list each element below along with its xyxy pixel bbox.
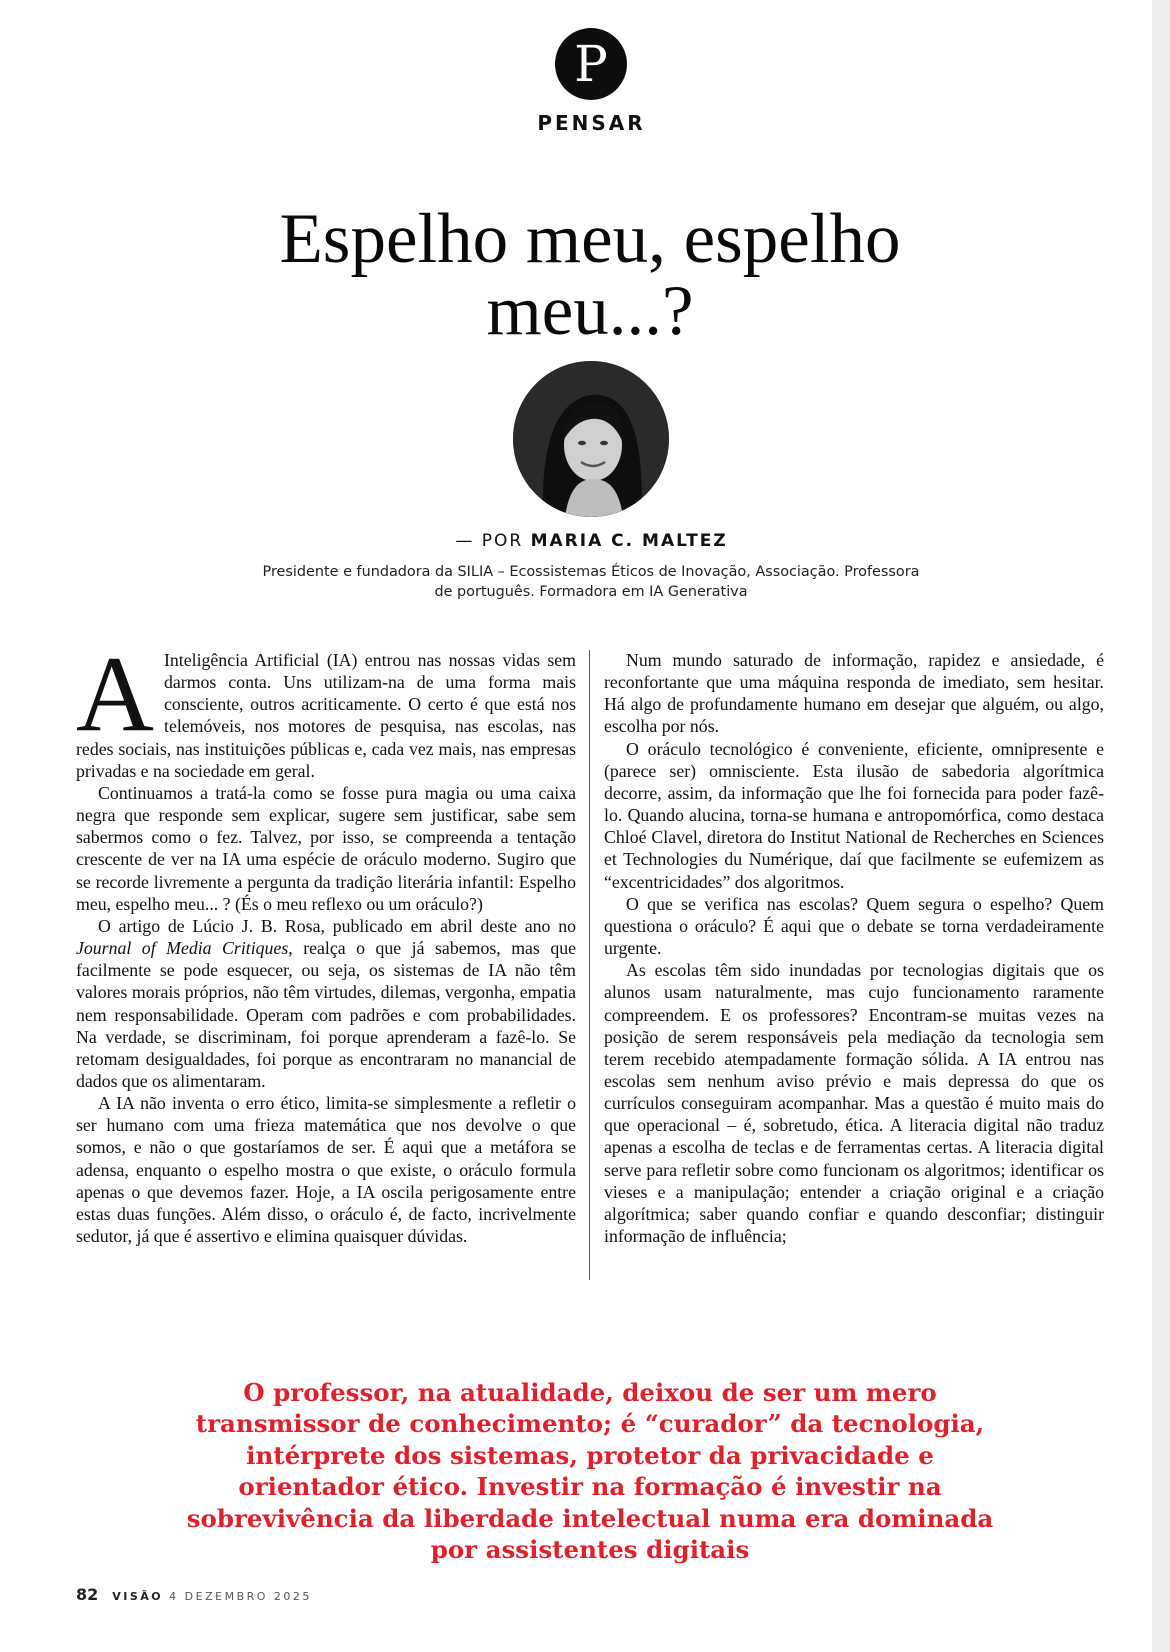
- byline: [0, 531, 1170, 551]
- paragraph: Continuamos a tratá-la como se fosse pura magia ou uma caixa negra que responde sem explicar, sugere sem justificar, sabe sem sabermos como o fez. Talvez, por isso, se compreenda a tentação crescente de ver na IA uma espécie de oráculo moderno. Sugiro que se recorde livremente a pergunta da tradição literária infantil: Espelho meu, espelho meu... ? (És o meu reflexo ou um oráculo?): [76, 782, 576, 914]
- author-photo-icon: [513, 361, 669, 517]
- author-name: MARIA C. MALTEZ: [530, 531, 728, 551]
- byline-prefix: — POR: [455, 531, 524, 551]
- paragraph: [76, 635, 576, 782]
- article-column-right: [604, 649, 1104, 1247]
- issue-date: 4 DEZEMBRO 2025: [169, 1590, 312, 1603]
- pensar-logo: [555, 28, 627, 100]
- paragraph: O oráculo tecnológico é conveniente, eficiente, omnipresente e (parece ser) omnisciente. Esta ilusão de sabedoria algorítmica decorre, assim, da informação que lhe foi fornecida para poder fazê-lo. Quando alucina, torna-se humana e antropomórfica, como destaca Chloé Clavel, diretora do Institut National de Recherches en Sciences et Technologies du Numérique, daí que facilmente se eufemizem as “excentricidades” dos algoritmos.: [604, 738, 1104, 892]
- paragraph-text: Inteligência Artificial (IA) entrou nas nossas vidas sem darmos conta. Uns utilizam-na de uma forma mais consciente, outros acriticamente. O certo é que está nos telemóveis, nos motores de pesquisa, nas escolas, nas redes sociais, nas instituições públicas e, cada vez mais, nas empresas privadas e na sociedade em geral.: [76, 650, 576, 781]
- logo-letter: P: [574, 35, 608, 93]
- magazine-name: VISÃO: [112, 1590, 164, 1603]
- page-number: 82: [76, 1585, 99, 1604]
- paragraph: As escolas têm sido inundadas por tecnologias digitais que os alunos usam naturalmente, mas cujo funcionamento raramente compreendem. E os professores? Encontram-se muitas vezes na posição de serem responsáveis pela mediação da tecnologia sem terem recebido atempadamente formação sólida. A IA entrou nas escolas sem nenhum aviso prévio e mais depressa do que os currículos conseguiram acompanhar. Mas a questão é muito mais do que operacional – é, sobretudo, ética. A literacia digital não traduz apenas a escolha de teclas e de ferramentas certas. A literacia digital serve para refletir sobre como funcionam os algoritmos; identificar os vieses e a manipulação; entender a criação original e a criação algorítmica; saber quando confiar e quando desconfiar; distinguir informação de influência;: [604, 960, 1104, 1247]
- pull-quote: O professor, na atualidade, deixou de ser um mero transmissor de conhecimento; é “curador” da tecnologia, intérprete dos sistemas, protetor da privacidade e orientador ético. Investir na formação é investir na sobrevivência da liberdade intelectual numa era dominada por assistentes digitais: [186, 1378, 994, 1565]
- article-column-left: [76, 635, 577, 1247]
- page-footer: [76, 1585, 312, 1604]
- author-portrait: [513, 361, 669, 517]
- column-divider: [589, 650, 590, 1280]
- paragraph: A IA não inventa o erro ético, limita-se simplesmente a refletir o ser humano com uma frieza matemática que nos devolve o que somos, e não o que gostaríamos de ser. É aqui que a metáfora se adensa, enquanto o espelho mostra o que existe, o oráculo formula apenas o que devemos fazer. Hoje, a IA oscila perigosamente entre estas duas funções. Além disso, o oráculo é, de facto, incrivelmente sedutor, já que é assertivo e elimina quaisquer dúvidas.: [76, 1093, 576, 1247]
- author-bio: Presidente e fundadora da SILIA – Ecossistemas Éticos de Inovação, Associação. Professora de português. Formadora em IA Generativa: [262, 564, 920, 600]
- paragraph: O que se verifica nas escolas? Quem segura o espelho? Quem questiona o oráculo? É aqui que o debate se torna verdadeiramente urgente.: [604, 893, 1104, 959]
- section-label: PENSAR: [537, 111, 646, 135]
- paragraph: Num mundo saturado de informação, rapidez e ansiedade, é reconfortante que uma máquina responda de imediato, sem hesitar. Há algo de profundamente humano em desejar que alguém, ou algo, escolha por nós.: [604, 650, 1104, 737]
- article-headline: Espelho meu, espelho meu...?: [279, 200, 901, 350]
- journal-title: Journal of Media Critiques: [76, 938, 289, 959]
- drop-cap: A: [76, 635, 154, 754]
- paragraph: O artigo de Lúcio J. B. Rosa, publicado em abril deste ano no Journal of Media Critiques, realça o que já sabemos, mas que facilmente se pode esquecer, ou seja, os sistemas de IA não têm valores morais próprios, não têm virtudes, dilemas, vergonha, empatia nem responsabilidade. Operam com padrões e com probabilidades. Na verdade, se discriminam, foi porque aprenderam a fazê-lo. Se retomam desigualdades, foi porque as encontraram no manancial de dados que os alimentaram.: [76, 915, 577, 1091]
